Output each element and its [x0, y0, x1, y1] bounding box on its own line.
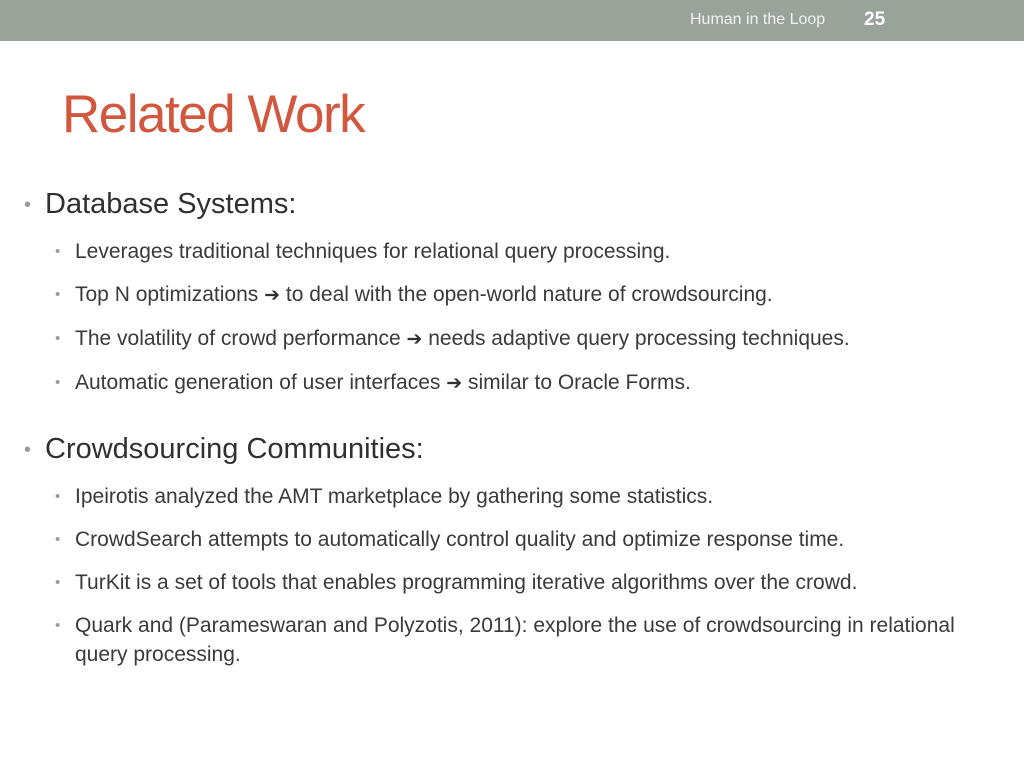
header-text: Human in the Loop	[690, 11, 826, 28]
section-heading	[24, 187, 1004, 221]
section-crowdsourcing-communities	[24, 432, 1004, 669]
bullet-icon: •	[24, 439, 32, 461]
bullet-icon: •	[55, 374, 61, 391]
bullet-icon: •	[55, 286, 61, 303]
bullet-icon: •	[55, 531, 61, 548]
section-heading	[24, 432, 1004, 466]
slide-number: 25	[864, 9, 886, 30]
bullet-icon: •	[55, 488, 61, 505]
bullet-icon: •	[55, 574, 61, 591]
list-item	[24, 368, 1004, 398]
top-bar	[0, 0, 1024, 41]
list-item	[24, 482, 1004, 511]
section-heading-text: Database Systems:	[45, 188, 297, 220]
slide-title: Related Work	[62, 85, 365, 144]
list-item-text-before: Top N optimizations	[75, 283, 259, 306]
list-item	[24, 568, 1004, 597]
section-heading-text: Crowdsourcing Communities:	[45, 433, 424, 465]
list-item-text-after: similar to Oracle Forms.	[467, 371, 691, 394]
list-item-text-after: needs adaptive query processing techniques.	[428, 327, 850, 350]
list-item	[24, 280, 1004, 310]
right-arrow-icon: ➔	[264, 285, 281, 306]
list-item-text: Quark and (Parameswaran and Polyzotis, 2011): explore the use of crowdsourcing in relational query processing.	[75, 614, 955, 666]
list-item	[24, 324, 1004, 354]
list-item-text: TurKit is a set of tools that enables programming iterative algorithms over the crowd.	[75, 571, 858, 594]
right-arrow-icon: ➔	[446, 373, 463, 394]
list-item	[24, 237, 1004, 266]
list-item-text: CrowdSearch attempts to automatically control quality and optimize response time.	[75, 528, 845, 551]
right-arrow-icon: ➔	[406, 329, 423, 350]
bullet-icon: •	[55, 243, 61, 260]
list-item-text: Leverages traditional techniques for relational query processing.	[75, 240, 671, 263]
bullet-list	[24, 482, 1004, 669]
bullet-icon: •	[55, 330, 61, 347]
list-item-text: Ipeirotis analyzed the AMT marketplace by gathering some statistics.	[75, 485, 714, 508]
section-database-systems	[24, 187, 1004, 398]
list-item-text-before: Automatic generation of user interfaces	[75, 371, 441, 394]
list-item	[24, 525, 1004, 554]
bullet-icon: •	[55, 617, 61, 634]
list-item-text-after: to deal with the open-world nature of crowdsourcing.	[285, 283, 773, 306]
list-item-text-before: The volatility of crowd performance	[75, 327, 401, 350]
list-item	[24, 611, 1004, 669]
bullet-list	[24, 237, 1004, 398]
bullet-icon: •	[24, 194, 32, 216]
